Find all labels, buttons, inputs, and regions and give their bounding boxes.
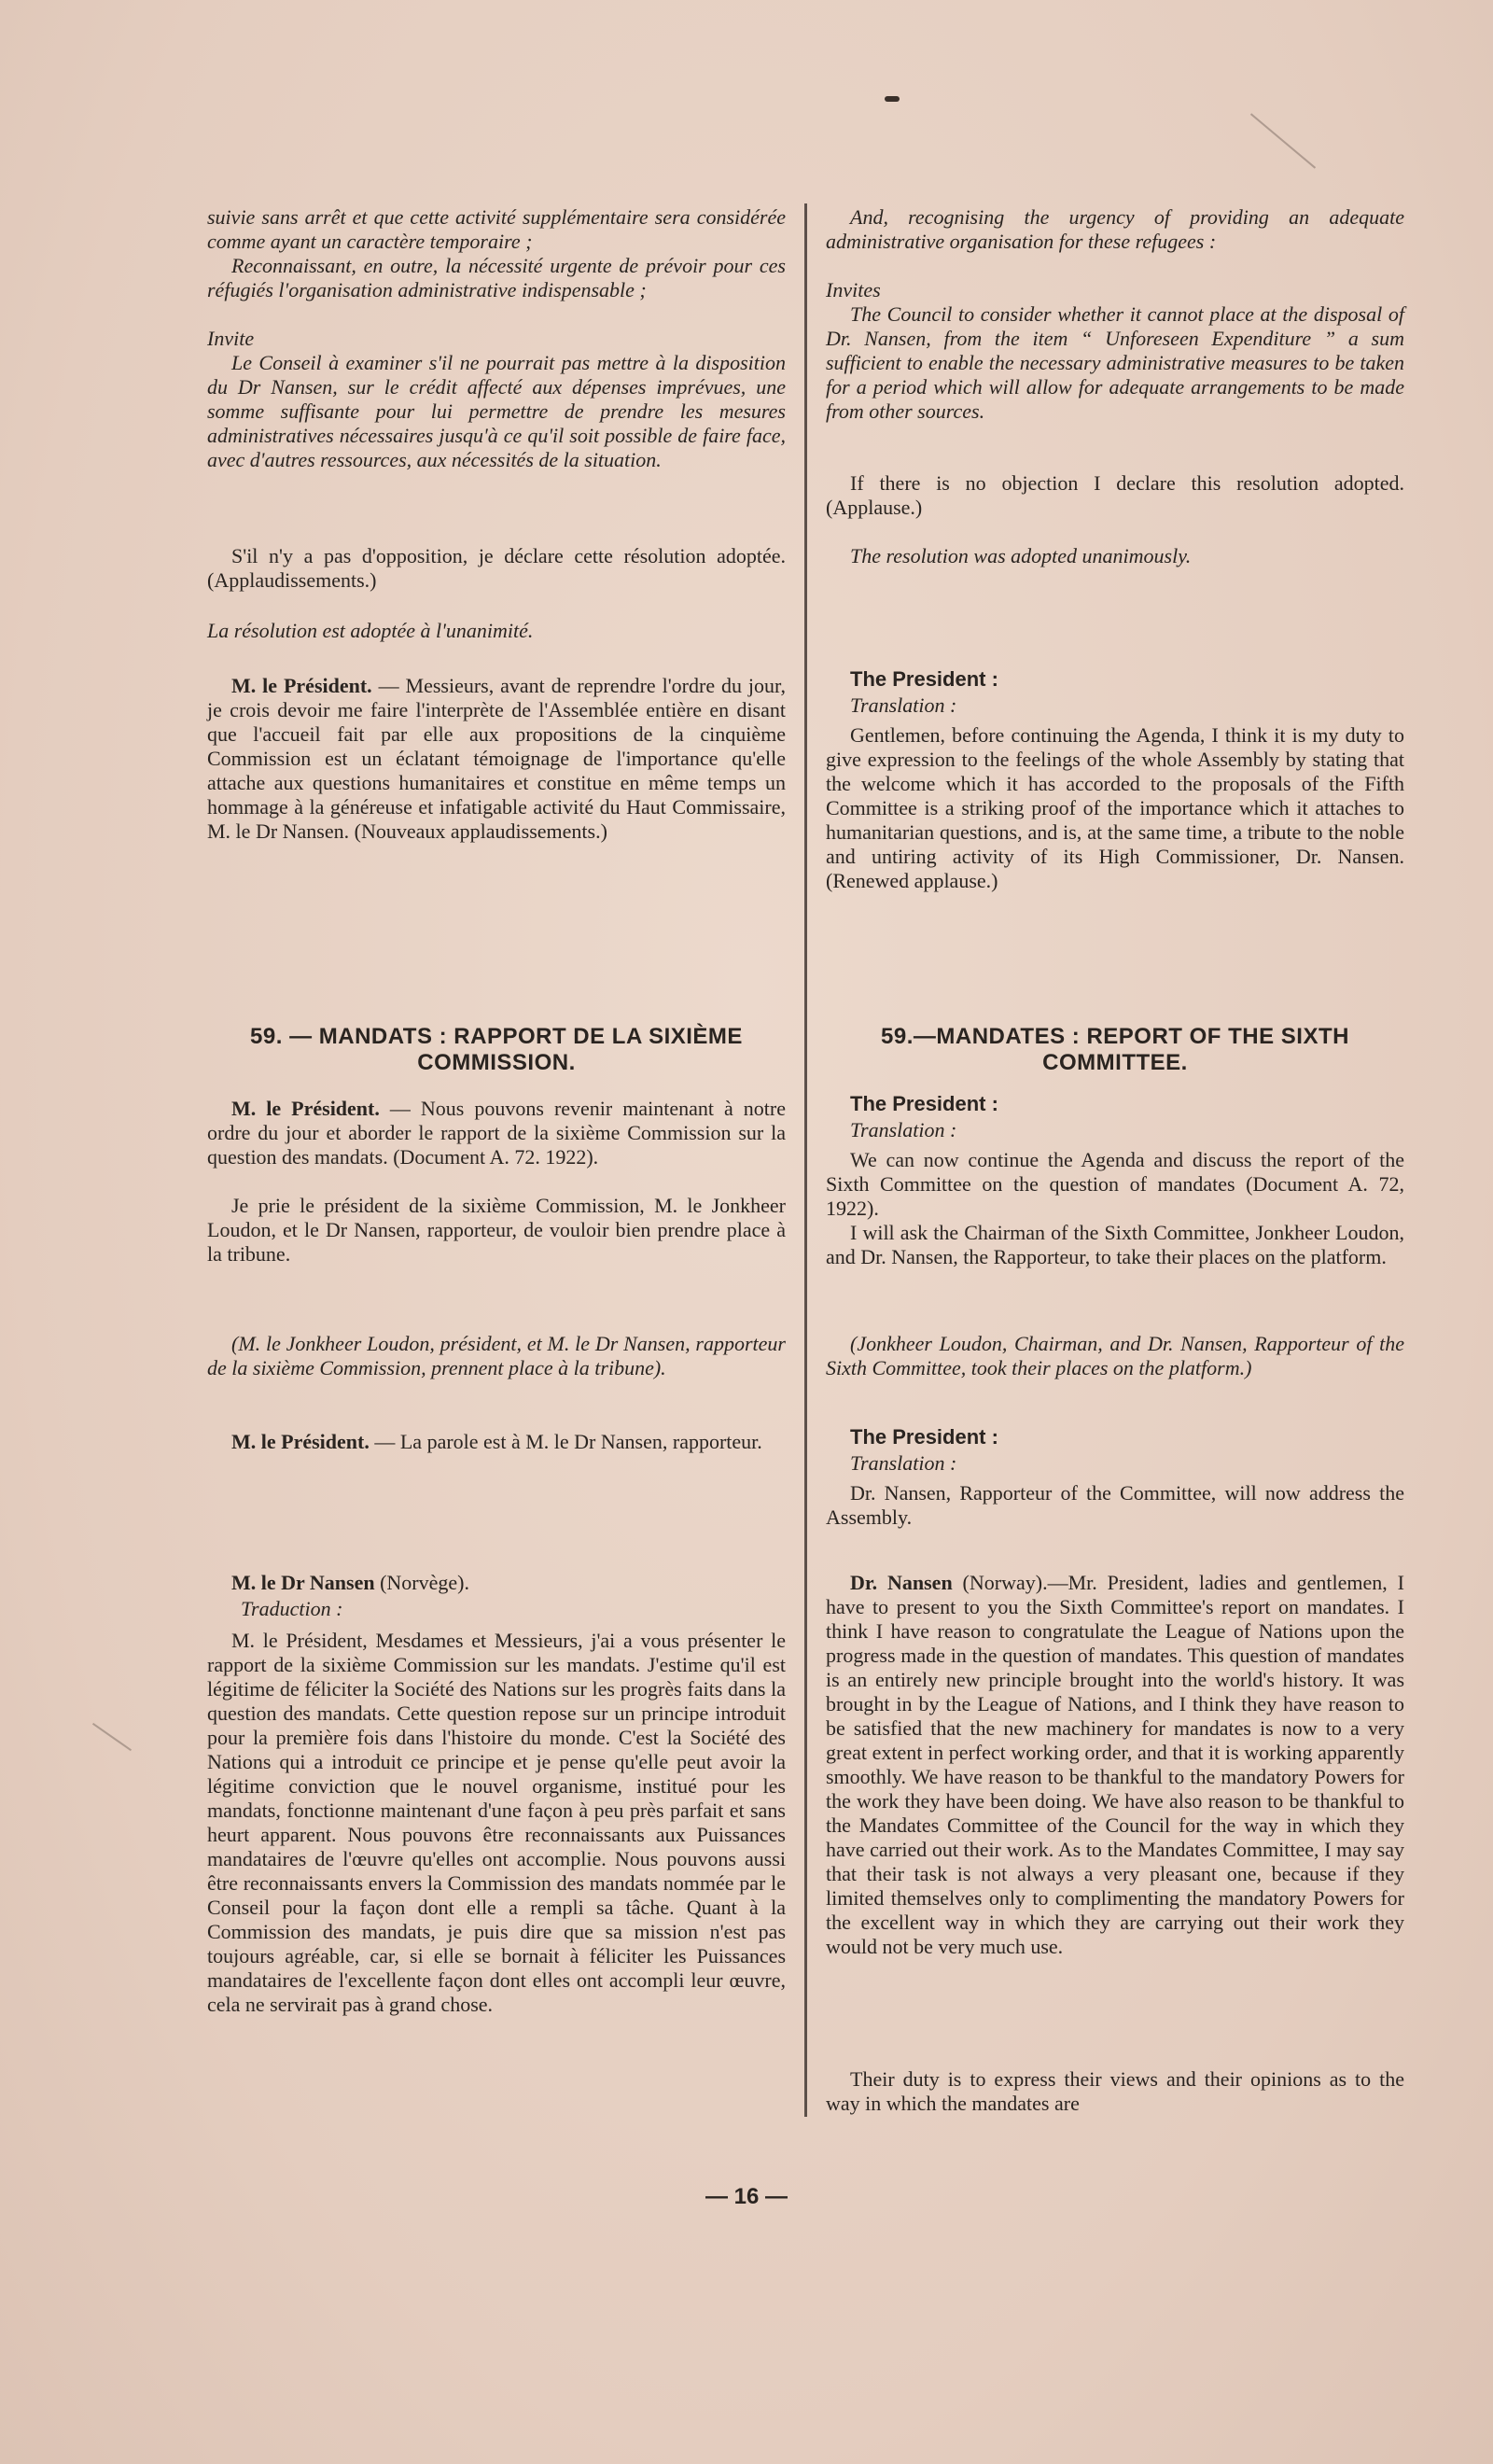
page-number: — 16 — <box>705 2184 788 2209</box>
fr-paragraph-8 <box>207 1097 786 1169</box>
speech-text: (Norway).—Mr. President, ladies and gentlemen, I have to present to you the Sixth Committee's report on mandates. I think I have reason to congratulate the League of Nations upon the progress made in the question of mandates. This question of mandates is an entirely new principle brought into the world's history. It was brought in by the League of Nations, and I think they have reason to be satisfied that the new machinery for mandates is now to a very great extent in perfect working order, and that it is working apparently smoothly. We have reason to be thankful to the mandatory Powers for the work they have been doing. We have also reason to be thankful to the Mandates Committee of the Council for the way in which they have carried out their work. As to the Mandates Committee, I may say that their task is not always a very pleasant one, because if they limited themselves only to complimenting the mandatory Powers for the excellent way in which they are carrying out their work they would not be very much use. <box>826 1571 1404 1958</box>
paper-scratch <box>1250 113 1316 168</box>
fr-paragraph-13: M. le Président, Mesdames et Messieurs, j'ai a vous présenter le rapport de la sixième Commission sur les mandats. J'estime qu'il est légitime de féliciter la Société des Nations sur les progrès faits dans la question des mandats. Cette question repose sur un principe introduit pour la première fois dans l'histoire du monde. C'est la Société des Nations qui a introduit ce principe et je pense qu'elle peut avoir la légitime conviction que le nouvel organisme, institué pour les mandats, fonctionne maintenant d'une façon à peu près parfait et sans heurt apparent. Nous pouvons être reconnaissants aux Puissances mandataires de l'œuvre qu'elles ont accomplie. Nous pouvons aussi être reconnaissants envers la Commission des mandats nommée par le Conseil pour la façon dont elle a rempli sa tâche. Quant à la Commission des mandats, je puis dire que sa mission n'est pas toujours agréable, car, si elle se bornait à féliciter les Puissances mandataires de l'excellente façon dont elles ont accompli leur œuvre, cela ne servirait pas à grand chose. <box>207 1629 786 2016</box>
speaker-name: M. le Président. <box>231 1430 370 1453</box>
speech-text: — Messieurs, avant de reprendre l'ordre du jour, je crois devoir me faire l'interprète de l'Assemblée entière en disant que l'accueil fait par elle aux propositions de la cinquième Commission est un éclatant témoignage de l'importance qu'elle attache aux questions humanitaires et constitue en même temps un hommage à la généreuse et infatigable activité du Haut Commissaire, M. le Dr Nansen. (Nouveaux applaudissements.) <box>207 674 786 843</box>
fr-paragraph-10: (M. le Jonkheer Loudon, président, et M. le Dr Nansen, rapporteur de la sixième Commission, prennent place à la tribune). <box>207 1332 786 1379</box>
en-section-heading: 59.—MANDATES : REPORT OF THE SIXTH COMMITTEE. <box>881 1024 1349 1075</box>
en-paragraph-7: Gentlemen, before continuing the Agenda, I think it is my duty to give expression to the feelings of the whole Assembly by stating that the welcome which it has accorded to the proposals of the Fifth Committee is a striking proof of the importance which it attaches to humanitarian questions, and is, at the same time, a tribute to the noble and untiring activity of its High Commissioner, Dr. Nansen. (Renewed applause.) <box>826 723 1404 892</box>
speaker-country: (Norvège). <box>374 1571 469 1594</box>
en-paragraph-5: The resolution was adopted unanimously. <box>850 544 1192 567</box>
speaker-name: M. le Dr Nansen <box>231 1571 375 1594</box>
en-paragraph-2: Invites <box>826 278 881 301</box>
fr-paragraph-9: Je prie le président de la sixième Commission, M. le Jonkheer Loudon, et le Dr Nansen, rapporteur, de vouloir bien prendre place à la tribune. <box>207 1194 786 1266</box>
en-paragraph-14 <box>826 1571 1404 1959</box>
speech-text: — Nous pouvons revenir maintenant à notre ordre du jour et aborder le rapport de la sixième Commission sur la question des mandats. (Document A. 72. 1922). <box>207 1097 786 1169</box>
fr-paragraph-7 <box>207 674 786 844</box>
en-paragraph-13: Dr. Nansen, Rapporteur of the Committee, will now address the Assembly. <box>826 1481 1404 1529</box>
en-paragraph-11: (Jonkheer Loudon, Chairman, and Dr. Nansen, Rapporteur of the Sixth Committee, took their places on the platform.) <box>826 1332 1404 1379</box>
en-translation-label-2: Translation : <box>850 1118 957 1141</box>
fr-translation-label: Traduction : <box>241 1597 343 1620</box>
fr-paragraph-3: Invite <box>207 327 255 350</box>
en-speaker-3: The President : <box>850 1425 998 1449</box>
en-paragraph-9: We can now continue the Agenda and discuss the report of the Sixth Committee on the question of mandates (Document A. 72, 1922). <box>826 1148 1404 1220</box>
fr-paragraph-4: Le Conseil à examiner s'il ne pourrait pas mettre à la disposition du Dr Nansen, sur le crédit affecté aux dépenses imprévues, une somme suffisante pour lui permettre de prendre les mesures administratives nécessaires jusqu'à ce qu'il soit possible de faire face, avec d'autres ressources, aux nécessités de la situation. <box>207 351 786 471</box>
en-paragraph-15: Their duty is to express their views and their opinions as to the way in which the mandates are <box>826 2067 1404 2115</box>
en-paragraph-1: And, recognising the urgency of providing an adequate administrative organisation for these refugees : <box>826 205 1404 253</box>
column-divider <box>804 203 807 2117</box>
speech-text: — La parole est à M. le Dr Nansen, rapporteur. <box>369 1430 762 1453</box>
en-paragraph-3: The Council to consider whether it cannot place at the disposal of Dr. Nansen, from the item “ Unforeseen Expenditure ” a sum sufficient to enable the necessary administrative measures to be taken for a period which will allow for adequate arrangements to be made from other sources. <box>826 302 1404 423</box>
en-paragraph-4: If there is no objection I declare this resolution adopted. (Applause.) <box>826 471 1404 519</box>
fr-speaker-line <box>207 1571 786 1595</box>
speaker-name: M. le Président. <box>231 674 372 697</box>
fr-paragraph-2: Reconnaissant, en outre, la nécessité urgente de prévoir pour ces réfugiés l'organisation administrative indispensable ; <box>207 254 786 301</box>
en-paragraph-10: I will ask the Chairman of the Sixth Committee, Jonkheer Loudon, and Dr. Nansen, the Rapporteur, to take their places on the platform. <box>826 1221 1404 1268</box>
en-speaker-2: The President : <box>850 1092 998 1115</box>
paper-scratch <box>92 1723 132 1751</box>
fr-paragraph-1: suivie sans arrêt et que cette activité supplémentaire sera considérée comme ayant un caractère temporaire ; <box>207 205 786 253</box>
fr-paragraph-5: S'il n'y a pas d'opposition, je déclare cette résolution adoptée. (Applaudissements.) <box>207 544 786 592</box>
en-speaker-1: The President : <box>850 667 998 691</box>
ink-mark <box>885 96 900 102</box>
speaker-name: Dr. Nansen <box>850 1571 953 1594</box>
fr-paragraph-11 <box>207 1430 786 1454</box>
en-translation-label-3: Translation : <box>850 1451 957 1475</box>
en-translation-label-1: Translation : <box>850 693 957 717</box>
fr-section-heading: 59. — MANDATS : RAPPORT DE LA SIXIÈME COMMISSION. <box>250 1024 743 1075</box>
speaker-name: M. le Président. <box>231 1097 380 1120</box>
fr-paragraph-6: La résolution est adoptée à l'unanimité. <box>207 619 534 642</box>
